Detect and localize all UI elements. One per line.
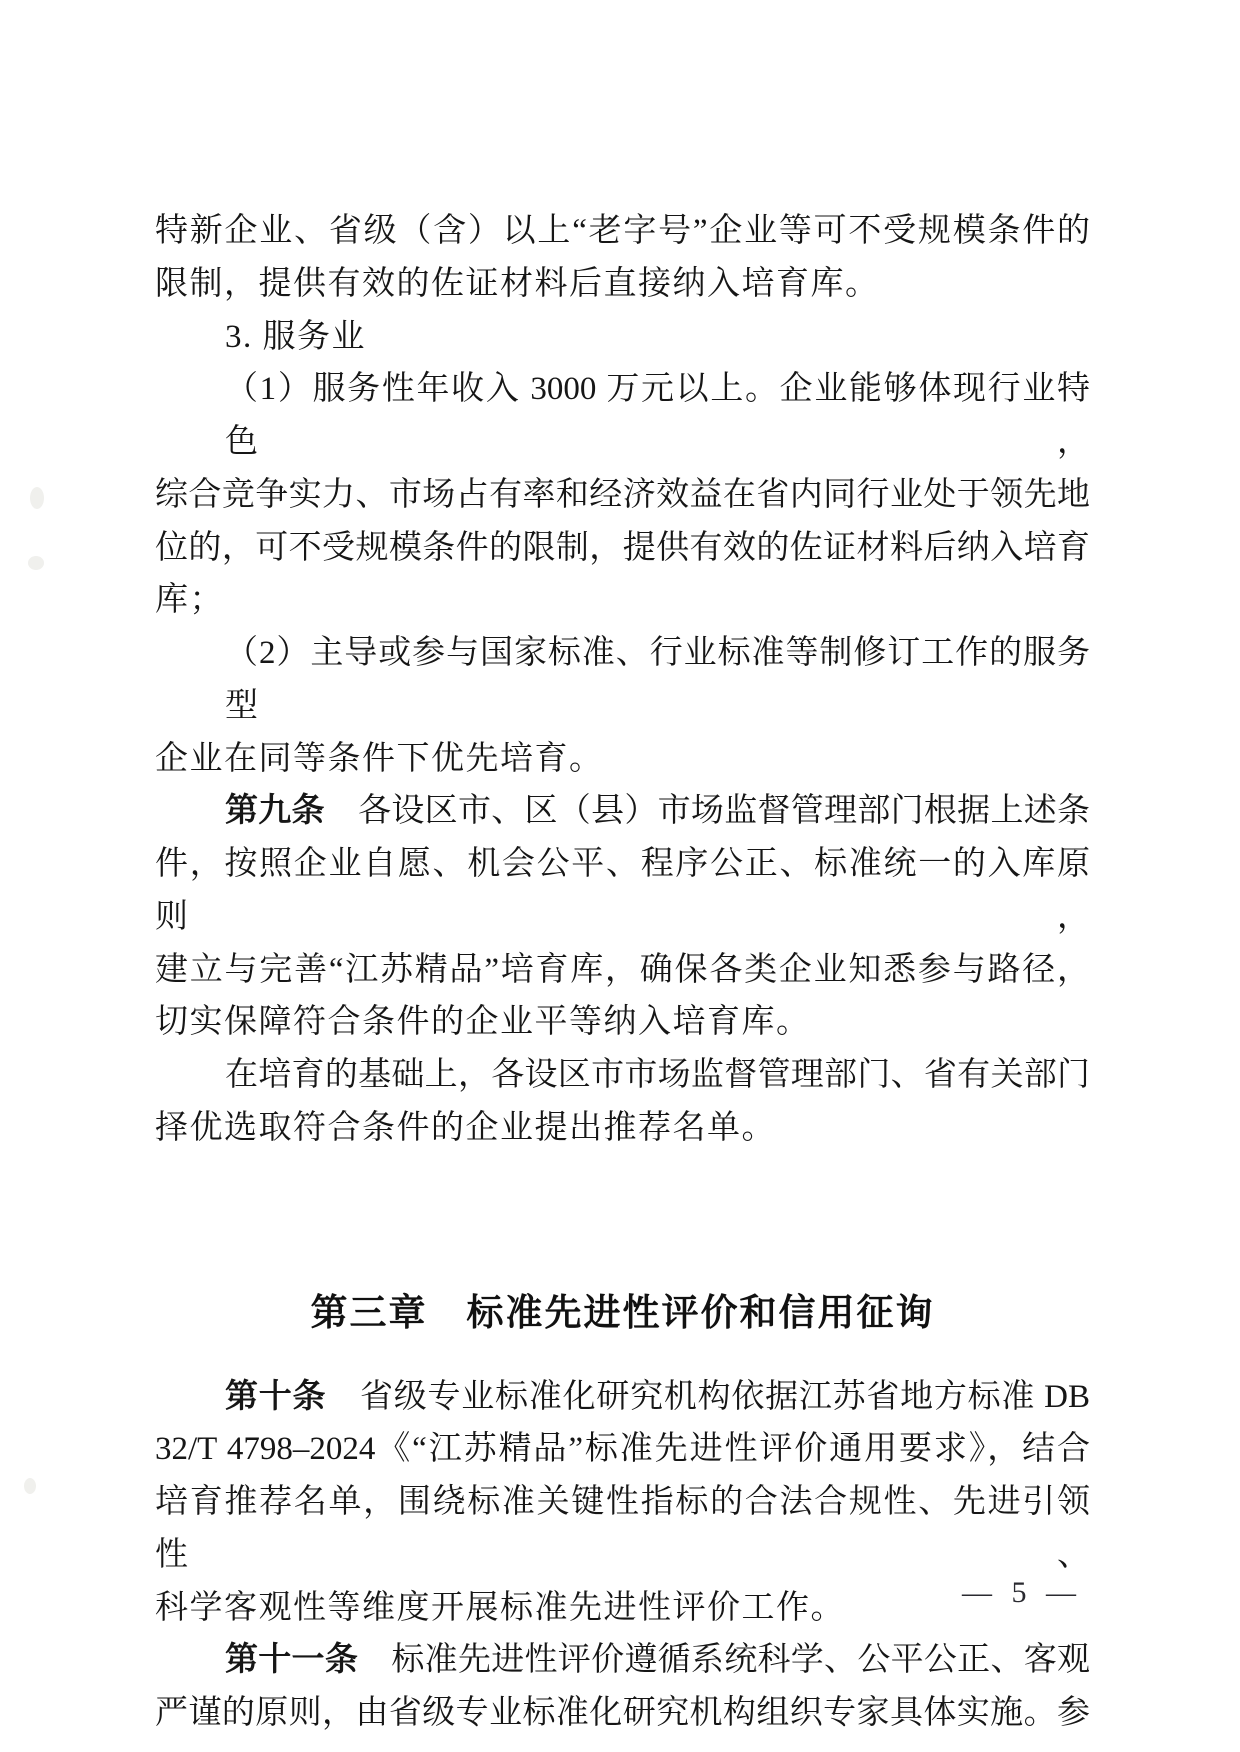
line-text: 位的，可不受规模条件的限制，提供有效的佐证材料后纳入培育 — [155, 529, 1090, 566]
document-line — [155, 944, 1090, 997]
document-line — [155, 1634, 1090, 1687]
document-line — [155, 1049, 1090, 1102]
document-line — [155, 205, 1090, 258]
document-line — [155, 1423, 1090, 1476]
paragraph-block-top — [155, 205, 1090, 1155]
chapter-heading: 第三章 标准先进性评价和信用征询 — [310, 1291, 935, 1333]
line-text: 件，按照企业自愿、机会公平、程序公正、标准统一的入库原则， — [155, 846, 1090, 935]
line-text: 省级专业标准化研究机构依据江苏省地方标准 DB — [326, 1378, 1091, 1415]
line-text: 择优选取符合条件的企业提出推荐名单。 — [155, 1109, 776, 1146]
line-text: 培育推荐名单，围绕标准关键性指标的合法合规性、先进引领性、 — [155, 1484, 1090, 1573]
line-text: 建立与完善“江苏精品”培育库，确保各类企业知悉参与路径， — [155, 951, 1090, 988]
document-line — [155, 785, 1090, 838]
scan-artifact — [28, 556, 44, 570]
line-text: 3. 服务业 — [225, 318, 366, 355]
document-line — [155, 311, 1090, 364]
line-text: 各设区市、区（县）市场监督管理部门根据上述条 — [324, 793, 1091, 830]
document-line — [155, 1582, 1090, 1635]
document-line — [155, 1687, 1090, 1740]
document-line — [155, 363, 1090, 469]
line-text: 科学客观性等维度开展标准先进性评价工作。 — [155, 1589, 845, 1626]
document-line — [155, 469, 1090, 522]
document-line — [155, 996, 1090, 1049]
document-line — [155, 838, 1090, 944]
scan-artifact — [24, 1478, 36, 1494]
line-text: （1）服务性年收入 3000 万元以上。企业能够体现行业特色， — [225, 371, 1090, 460]
line-text: 特新企业、省级（含）以上“老字号”企业等可不受规模条件的 — [155, 213, 1090, 249]
paragraph-block-bottom — [155, 1371, 1090, 1740]
line-text: 严谨的原则，由省级专业标准化研究机构组织专家具体实施。参 — [155, 1695, 1090, 1731]
document-line — [155, 258, 1090, 311]
line-text: 库； — [155, 582, 224, 619]
document-line — [155, 574, 1090, 627]
article-number: 第十条 — [225, 1378, 327, 1415]
article-number: 第十一条 — [225, 1642, 359, 1679]
line-text: 综合竞争实力、市场占有率和经济效益在省内同行业处于领先地 — [155, 476, 1090, 513]
line-text: （2）主导或参与国家标准、行业标准等制修订工作的服务型 — [225, 635, 1090, 724]
line-text: 切实保障符合条件的企业平等纳入培育库。 — [155, 1004, 811, 1041]
scan-artifact — [30, 487, 44, 509]
line-text: 企业在同等条件下优先培育。 — [155, 740, 604, 777]
page-number: — 5 — — [962, 1576, 1082, 1609]
document-body — [155, 205, 1090, 1740]
line-text: 在培育的基础上，各设区市市场监督管理部门、省有关部门 — [225, 1057, 1090, 1093]
document-line — [155, 1371, 1090, 1424]
document-line — [155, 522, 1090, 575]
line-text: 限制，提供有效的佐证材料后直接纳入培育库。 — [155, 265, 880, 302]
document-line — [155, 1476, 1090, 1582]
article-number: 第九条 — [225, 793, 325, 830]
line-text: 32/T 4798–2024《“江苏精品”标准先进性评价通用要求》，结合 — [155, 1431, 1090, 1468]
document-line — [155, 733, 1090, 786]
document-line — [155, 627, 1090, 733]
line-text: 标准先进性评价遵循系统科学、公平公正、客观 — [358, 1642, 1091, 1679]
document-line — [155, 1102, 1090, 1155]
